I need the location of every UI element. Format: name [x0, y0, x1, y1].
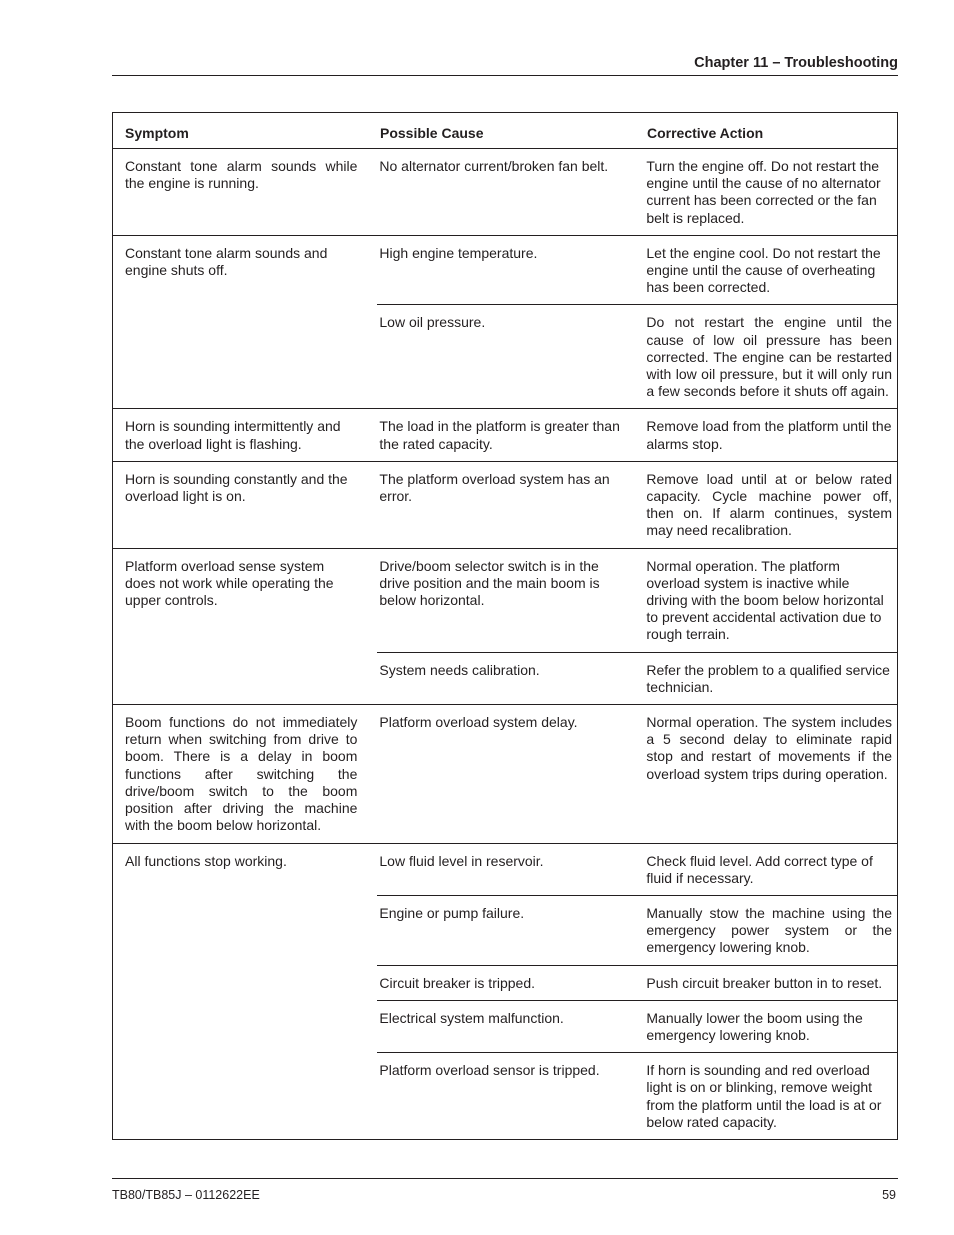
- action-cell: Check fluid level. Add correct type of fluid if necessary.: [646, 852, 873, 886]
- cause-list: [367, 549, 897, 704]
- cause-cell: Engine or pump failure.: [379, 904, 525, 921]
- cause-cell: High engine temperature.: [379, 244, 538, 261]
- action-cell: Let the engine cool. Do not restart the engine until the cause of overheating has been corrected.: [646, 244, 881, 296]
- symptom-cell: Horn is sounding intermittently and the overload light is flashing.: [125, 418, 341, 452]
- cause-row: [377, 304, 897, 408]
- symptom-cell: Platform overload sense system does not work while operating the upper controls.: [125, 557, 334, 609]
- symptom-group: [113, 549, 897, 705]
- action-cell: Push circuit breaker button in to reset.: [646, 974, 883, 991]
- table-header-row: [113, 113, 897, 149]
- header-corrective-action: Corrective Action: [647, 125, 764, 141]
- troubleshooting-table: [112, 112, 898, 1140]
- symptom-group: [113, 844, 897, 1139]
- footer-rule: [112, 1178, 898, 1179]
- cause-list: [367, 844, 897, 1139]
- document-id: TB80/TB85J – 0112622EE: [112, 1188, 260, 1202]
- symptom-group: [113, 236, 897, 410]
- action-cell: Refer the problem to a qualified service technician.: [646, 661, 890, 695]
- cause-cell: System needs calibration.: [379, 661, 540, 678]
- action-cell: Remove load until at or below rated capacity. Cycle machine power off, then on. If alarm continues, system may need recalibration.: [646, 470, 892, 539]
- cause-cell: Platform overload system delay.: [379, 714, 578, 731]
- symptom-cell: Horn is sounding constantly and the overload light is on.: [125, 470, 348, 505]
- cause-list: [367, 409, 897, 460]
- symptom-cell: All functions stop working.: [125, 852, 287, 869]
- cause-row: [377, 149, 897, 235]
- symptom-group: [113, 149, 897, 236]
- cause-list: [367, 705, 897, 842]
- page-number: 59: [882, 1188, 896, 1202]
- cause-row: [377, 236, 897, 305]
- symptom-group: [113, 409, 897, 461]
- action-cell: Manually stow the machine using the emergency power system or the emergency lowering knob.: [646, 904, 892, 956]
- symptom-cell: Constant tone alarm sounds and engine shuts off.: [125, 244, 328, 279]
- cause-row: [377, 549, 897, 652]
- cause-cell: Low oil pressure.: [379, 314, 486, 331]
- cause-cell: Low fluid level in reservoir.: [379, 852, 544, 869]
- cause-cell: No alternator current/broken fan belt.: [379, 158, 609, 174]
- cause-cell: Drive/boom selector switch is in the drive position and the main boom is below horizontal.: [379, 557, 600, 609]
- action-cell: Remove load from the platform until the alarms stop.: [646, 418, 892, 452]
- action-cell: Manually lower the boom using the emergency lowering knob.: [646, 1009, 863, 1043]
- chapter-title: Chapter 11 – Troubleshooting: [694, 55, 898, 71]
- cause-row: [377, 652, 897, 704]
- cause-row: [377, 1000, 897, 1052]
- cause-list: [367, 236, 897, 409]
- cause-row: [377, 895, 897, 965]
- header-possible-cause: Possible Cause: [380, 125, 484, 141]
- header-symptom: Symptom: [125, 125, 189, 141]
- action-cell: Turn the engine off. Do not restart the engine until the cause of no alternator current has been corrected or the fan belt is replaced.: [646, 158, 881, 226]
- cause-row: [377, 965, 897, 1000]
- cause-row: [377, 705, 897, 791]
- symptom-group: [113, 705, 897, 843]
- action-cell: Normal operation. The system includes a 5 second delay to eliminate rapid stop and restart of movements if the overload system trips during operation.: [646, 714, 892, 782]
- action-cell: Do not restart the engine until the cause of low oil pressure has been corrected. The engine can be restarted with low oil pressure, but it will only run a few seconds before it shuts off again.: [646, 314, 892, 400]
- action-cell: If horn is sounding and red overload light is on or blinking, remove weight from the platform until the load is at or below rated capacity.: [646, 1062, 882, 1130]
- cause-row: [377, 409, 897, 460]
- cause-cell: Circuit breaker is tripped.: [379, 974, 536, 991]
- cause-row: [377, 462, 897, 548]
- cause-cell: The platform overload system has an error.: [379, 470, 610, 505]
- cause-row: [377, 844, 897, 895]
- cause-list: [367, 149, 897, 235]
- symptom-cell: Boom functions do not immediately return when switching from drive to boom. There is a delay in boom functions after switching the drive/boom switch to the boom position after driving the machine with the boom below horizontal.: [125, 714, 358, 834]
- symptom-group: [113, 462, 897, 549]
- cause-list: [367, 462, 897, 548]
- symptom-cell: Constant tone alarm sounds while the engine is running.: [125, 158, 358, 192]
- cause-cell: Platform overload sensor is tripped.: [379, 1062, 600, 1079]
- cause-row: [377, 1052, 897, 1139]
- cause-cell: Electrical system malfunction.: [379, 1009, 564, 1026]
- header-rule: [112, 75, 898, 76]
- action-cell: Normal operation. The platform overload system is inactive while driving with the boom below horizontal to prevent accidental activation due to rough terrain.: [646, 557, 884, 643]
- cause-cell: The load in the platform is greater than the rated capacity.: [379, 418, 620, 452]
